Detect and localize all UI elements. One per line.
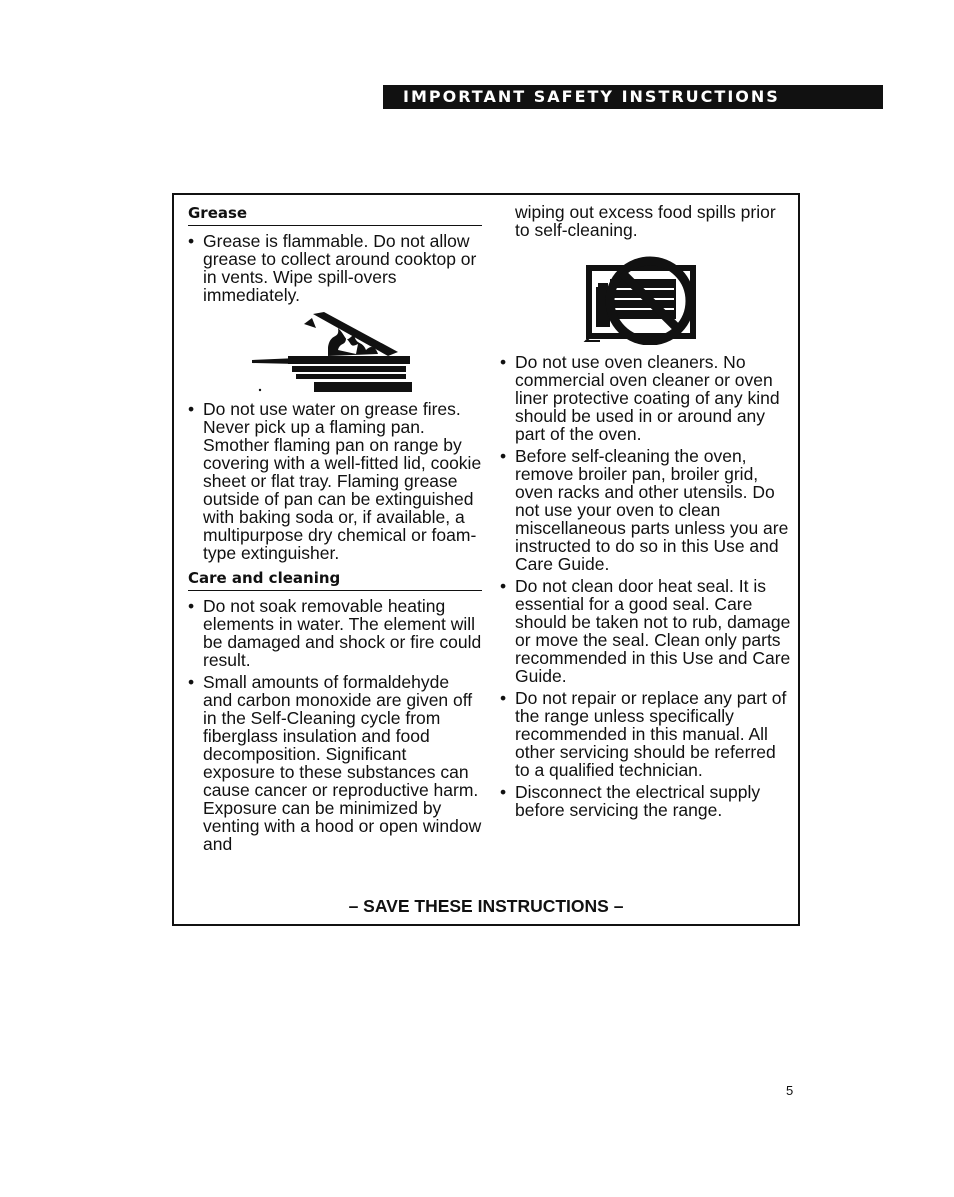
care-bullet-2-continued: wiping out excess food spills prior to self-cleaning. xyxy=(515,202,776,240)
care-bullet-2: • Small amounts of formaldehyde and carbon monoxide are given off in the Self-Cleaning cycle from fiberglass insulation and food decomposition. Significant exposure to these substances can cause cancer or reproductive harm. Exposure can be minimized by venting with a hood or open window and xyxy=(188,673,482,853)
page-number: 5 xyxy=(786,1083,794,1098)
save-instructions: – SAVE THESE INSTRUCTIONS – xyxy=(348,896,624,916)
care-bullet-7: • Disconnect the electrical supply before servicing the range. xyxy=(500,783,792,819)
care-bullet-5: • Do not clean door heat seal. It is essential for a good seal. Care should be taken not to rub, damage or move the seal. Clean only parts recommended in this Use and Care Guide. xyxy=(500,577,792,685)
care-bullet-4: • Before self-cleaning the oven, remove broiler pan, broiler grid, oven racks and other utensils. Do not use your oven to clean miscellaneous parts unless you are instructed to do so in this Use and Care Guide. xyxy=(500,447,792,573)
no-oven-cleaner-icon xyxy=(500,249,792,345)
left-column xyxy=(188,203,482,857)
care-bullet-1: • Do not soak removable heating elements in water. The element will be damaged and shock or fire could result. xyxy=(188,597,482,669)
grease-bullet-1: • Grease is flammable. Do not allow grease to collect around cooktop or in vents. Wipe spill-overs immediately. xyxy=(188,232,482,304)
grease-bullet-2: • Do not use water on grease fires. Never pick up a flaming pan. Smother flaming pan on range by covering with a well-fitted lid, cookie sheet or flat tray. Flaming grease outside of pan can be extinguished with baking soda or, if available, a multipurpose dry chemical or foam-type extinguisher. xyxy=(188,400,482,562)
section-banner: IMPORTANT SAFETY INSTRUCTIONS xyxy=(383,85,883,109)
flaming-pan-icon xyxy=(188,310,482,398)
care-bullet-3: • Do not use oven cleaners. No commercial oven cleaner or oven liner protective coating of any kind should be used in or around any part of the oven. xyxy=(500,353,792,443)
safety-box xyxy=(172,193,800,926)
grease-heading: Grease xyxy=(188,203,482,226)
care-heading: Care and cleaning xyxy=(188,568,482,591)
care-bullet-6: • Do not repair or replace any part of the range unless specifically recommended in this manual. All other servicing should be referred to a qualified technician. xyxy=(500,689,792,779)
right-column xyxy=(500,203,792,823)
